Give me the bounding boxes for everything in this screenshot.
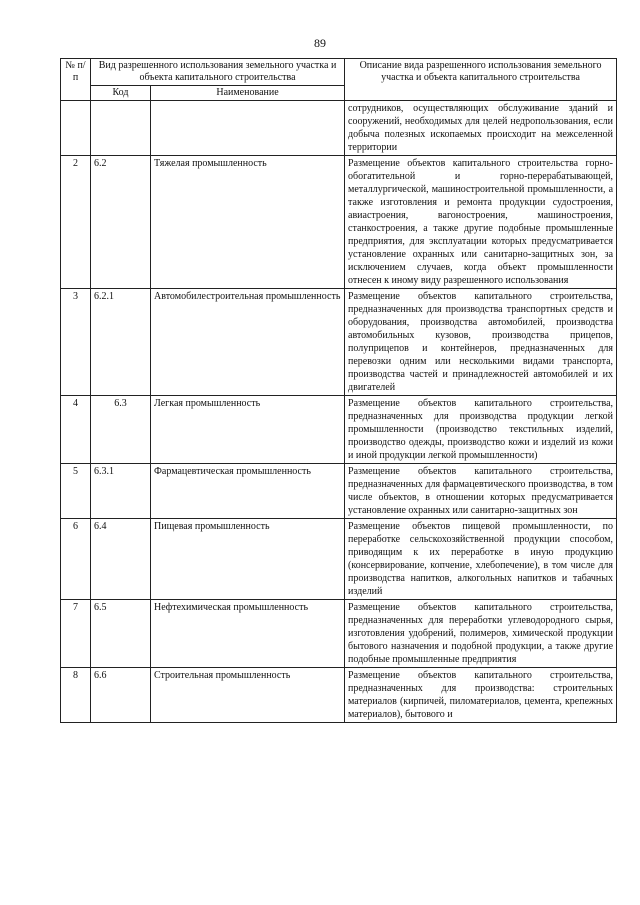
row-code	[91, 101, 151, 156]
row-description: Размещение объектов капитального строительства, предназначенных для производства транспортных средств и оборудования, производства автомобилей, производства автомобильных кузовов, производства прицепов, полуприцепов и контейнеров, предназначенных для перевозки одним или несколькими видами транспорта, производства частей и принадлежностей автомобилей и их двигателей	[345, 289, 617, 396]
row-description: Размещение объектов капитального строительства, предназначенных для фармацевтического производства, в том числе объектов, в отношении которых предусматривается установление охранных или санитарно-защитных зон	[345, 464, 617, 519]
row-number: 3	[61, 289, 91, 396]
table-row	[61, 289, 617, 396]
row-name: Нефтехимическая промышленность	[151, 600, 345, 668]
header-name: Наименование	[151, 86, 345, 101]
land-use-table	[60, 58, 617, 723]
row-description: Размещение объектов капитального строительства, предназначенных для производства: строительных материалов (кирпичей, пиломатериалов, цемента, крепежных материалов), бытового и	[345, 668, 617, 723]
row-number: 4	[61, 396, 91, 464]
table-row	[61, 464, 617, 519]
page-number: 89	[314, 36, 326, 50]
row-name	[151, 101, 345, 156]
row-name: Строительная промышленность	[151, 668, 345, 723]
row-description: Размещение объектов пищевой промышленности, по переработке сельскохозяйственной продукции способом, приводящим к их переработке в иную продукцию (консервирование, копчение, хлебопечение), в том числе для производства напитков, алкогольных напитков и табачных изделий	[345, 519, 617, 600]
header-code: Код	[91, 86, 151, 101]
row-number: 8	[61, 668, 91, 723]
row-name: Автомобилестроительная промышленность	[151, 289, 345, 396]
row-number	[61, 101, 91, 156]
row-code: 6.6	[91, 668, 151, 723]
header-no: № п/п	[61, 59, 91, 101]
row-number: 6	[61, 519, 91, 600]
row-name: Тяжелая промышленность	[151, 156, 345, 289]
table-row	[61, 519, 617, 600]
row-number: 7	[61, 600, 91, 668]
header-group-title: Вид разрешенного использования земельного участка и объекта капитального строительства	[91, 59, 345, 86]
row-code: 6.5	[91, 600, 151, 668]
row-description: сотрудников, осуществляющих обслуживание зданий и сооружений, необходимых для целей недропользования, если добыча полезных ископаемых происходит на межселенной территории	[345, 101, 617, 156]
row-number: 5	[61, 464, 91, 519]
header-description: Описание вида разрешенного использования земельного участка и объекта капитального строительства	[345, 59, 617, 101]
table-row	[61, 396, 617, 464]
row-code: 6.2	[91, 156, 151, 289]
row-code: 6.2.1	[91, 289, 151, 396]
table-row	[61, 101, 617, 156]
row-number: 2	[61, 156, 91, 289]
table-row	[61, 600, 617, 668]
table-row	[61, 668, 617, 723]
row-code: 6.4	[91, 519, 151, 600]
row-description: Размещение объектов капитального строительства, предназначенных для переработки углеводородного сырья, изготовления удобрений, полимеров, химической продукции бытового назначения и подобной продукции, а также другие подобные промышленные предприятия	[345, 600, 617, 668]
row-code: 6.3.1	[91, 464, 151, 519]
row-code: 6.3	[91, 396, 151, 464]
row-name: Легкая промышленность	[151, 396, 345, 464]
row-name: Пищевая промышленность	[151, 519, 345, 600]
row-description: Размещение объектов капитального строительства горно-обогатительной и горно-перерабатывающей, металлургической, машиностроительной промышленности, а также изготовления и ремонта продукции судостроения, авиастроения, вагоностроения, машиностроения, станкостроения, а также другие подобные промышленные предприятия, для эксплуатации которых предусматривается установление охранных или санитарно-защитных зон, за исключением случаев, когда объект промышленности отнесен к иному виду разрешенного использования	[345, 156, 617, 289]
row-description: Размещение объектов капитального строительства, предназначенных для производства продукции легкой промышленности (производство текстильных изделий, производство одежды, производство кожи и изделий из кожи и иной продукции легкой промышленности)	[345, 396, 617, 464]
table-row	[61, 156, 617, 289]
row-name: Фармацевтическая промышленность	[151, 464, 345, 519]
